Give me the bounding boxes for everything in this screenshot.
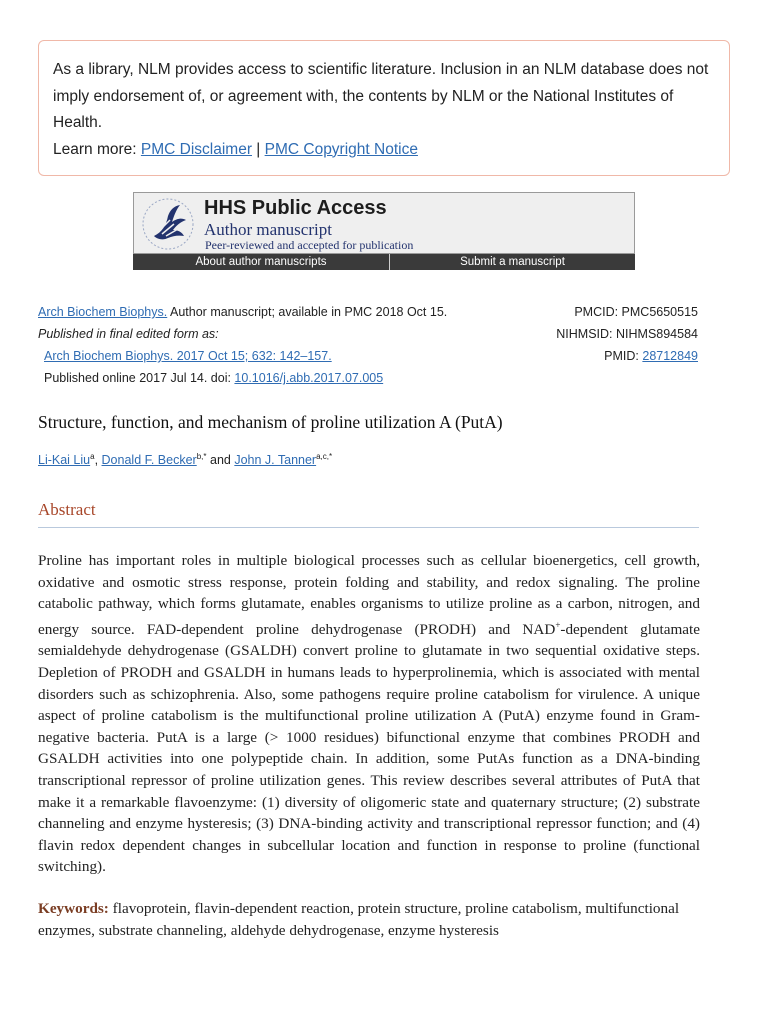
author-link[interactable]: Donald F. Becker	[101, 453, 197, 468]
article-identifiers	[478, 301, 698, 367]
doi-link[interactable]: 10.1016/j.abb.2017.07.005	[234, 371, 384, 385]
hhs-banner-subtitle: Author manuscript	[204, 220, 332, 239]
nlm-notice-box	[38, 40, 730, 176]
hhs-banner-panel	[133, 192, 635, 254]
author-link[interactable]: John J. Tanner	[234, 453, 317, 468]
citation-info	[38, 301, 518, 389]
abstract-text: Proline has important roles in multiple biological processes such as cellular bioenergetics, cell growth, oxidative and osmotic stress response, protein folding and stability, and redox signaling. The proline catabolic pathway, which forms glutamate, enables organisms to utilize proline as a carbon, nitrogen, and energy source. FAD-dependent proline dehydrogenase (PRODH) and NAD+-dependent glutamate semialdehyde dehydrogenase (GSALDH) convert proline to glutamate in two sequential oxidative steps. Depletion of PRODH and GSALDH in humans leads to hyperprolinemia, which is associated with mental disorders such as schizophrenia. Also, some pathogens require proline catabolism for virulence. A unique aspect of proline catabolism is the multifunctional proline utilization A (PutA) enzyme found in Gram-negative bacteria. PutA is a large (> 1000 residues) bifunctional enzyme that combines PRODH and GSALDH activities into one polypeptide chain. In addition, some PutAs function as a DNA-binding transcriptional repressor of proline utilization genes. This review describes several attributes of PutA that make it a remarkable flavoenzyme: (1) diversity of oligomeric state and quaternary structure; (2) substrate channeling and enzyme hysteresis; (3) DNA-binding activity and transcriptional repressor function; and (4) flavin redox dependent changes in subcellular location and function in response to proline (functional switching).	[38, 552, 700, 876]
pmcid: PMCID: PMC5650515	[574, 305, 698, 319]
abstract-heading: Abstract	[38, 500, 96, 519]
keywords-text: flavoprotein, flavin-dependent reaction, protein structure, proline catabolism, multifunctional enzymes, substrate channeling, aldehyde dehydrogenase, enzyme hysteresis	[38, 900, 680, 939]
pmid-line	[478, 345, 698, 367]
availability-text: Author manuscript; available in PMC 2018 Oct 15.	[167, 305, 448, 319]
hhs-banner-link-bar	[133, 254, 635, 270]
author-list: Li-Kai Liu$^a$, Donald F. Becker$^{b,*}$ and John J. Tanner$^{a,c,*}$	[38, 452, 333, 468]
published-online-line	[38, 367, 518, 389]
author-affiliation: b,*	[196, 452, 207, 461]
pmid-label: PMID:	[604, 349, 643, 363]
author-affiliation: a,c,*	[316, 452, 333, 461]
final-ref-line	[38, 345, 518, 367]
hhs-banner-title: HHS Public Access	[204, 197, 387, 219]
journal-link[interactable]: Arch Biochem Biophys.	[38, 305, 168, 319]
learn-more-label: Learn more:	[53, 140, 141, 158]
author-affiliation: a	[90, 452, 95, 461]
keywords	[38, 898, 700, 941]
pmid-link[interactable]: 28712849	[642, 349, 698, 363]
pmc-copyright-link[interactable]: PMC Copyright Notice	[264, 140, 418, 158]
keywords-label: Keywords:	[38, 900, 109, 917]
link-separator: |	[251, 140, 265, 158]
citation-line	[38, 301, 518, 323]
notice-text: As a library, NLM provides access to scientific literature. Inclusion in an NLM database does not imply endorsement of, or agreement with, the contents by NLM or the National Institutes of Health.	[53, 61, 709, 131]
submit-manuscript-link[interactable]: Submit a manuscript	[460, 256, 565, 268]
about-author-manuscripts-link[interactable]: About author manuscripts	[133, 254, 390, 270]
article-title: Structure, function, and mechanism of proline utilization A (PutA)	[38, 412, 503, 432]
nihmsid: NIHMSID: NIHMS894584	[556, 327, 698, 341]
published-online-text: Published online 2017 Jul 14. doi:	[44, 371, 235, 385]
hhs-banner-peer-reviewed: Peer-reviewed and accepted for publication	[205, 238, 414, 252]
pmc-disclaimer-link[interactable]: PMC Disclaimer	[140, 140, 252, 158]
hhs-eagle-icon	[140, 196, 196, 252]
hhs-public-access-banner	[133, 192, 635, 270]
final-reference-link[interactable]: Arch Biochem Biophys. 2017 Oct 15; 632: 142–157.	[44, 349, 332, 363]
abstract-divider	[38, 527, 699, 528]
published-final-label: Published in final edited form as:	[38, 327, 219, 341]
author-link[interactable]: Li-Kai Liu	[38, 453, 91, 468]
